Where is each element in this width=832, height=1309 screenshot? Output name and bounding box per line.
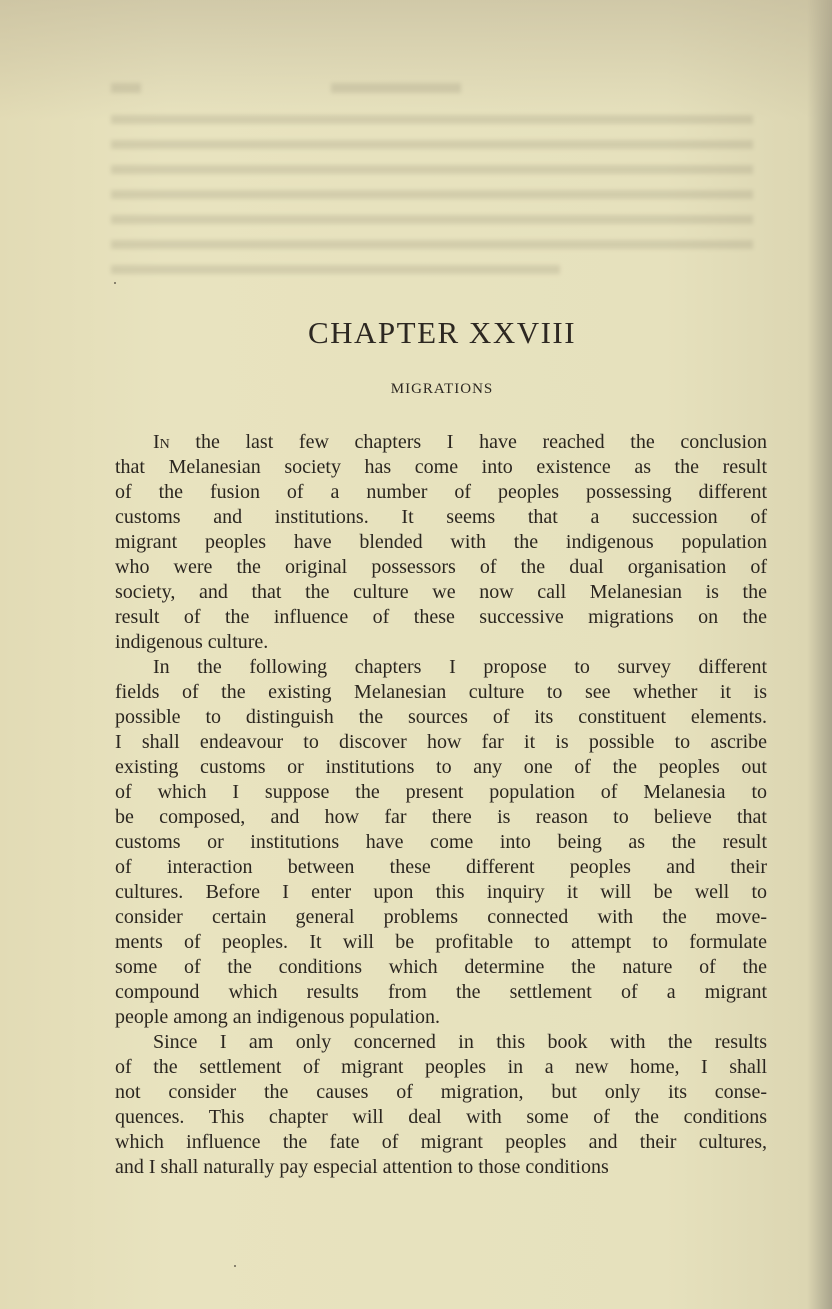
text-line: people among an indigenous population.	[115, 1006, 440, 1028]
text-line: which influence the fate of migrant peoples and their cultures,	[115, 1131, 767, 1153]
chapter-subtitle: MIGRATIONS	[390, 381, 494, 397]
paragraph	[115, 1030, 767, 1180]
text-line: result of the influence of these successive migrations on the	[115, 606, 767, 628]
text-line: ments of peoples. It will be profitable to attempt to formulate	[115, 931, 767, 953]
chapter-title: CHAPTER XXVIII	[307, 315, 577, 350]
text-line: and I shall naturally pay especial attention to those conditions	[115, 1156, 609, 1178]
speck	[114, 282, 116, 284]
text-line: of interaction between these different peoples and their	[115, 856, 767, 878]
text-line	[115, 430, 767, 455]
text-line: who were the original possessors of the dual organisation of	[115, 556, 767, 578]
paragraph	[115, 430, 767, 655]
text-line: consider certain general problems connected with the move-	[115, 906, 767, 928]
text-line: compound which results from the settlement of a migrant	[115, 981, 767, 1003]
text-line: that Melanesian society has come into existence as the result	[115, 456, 767, 478]
speck	[234, 1265, 236, 1267]
bleed-through-line	[111, 215, 753, 224]
paragraph-lead-word: In	[153, 431, 170, 453]
bleed-through-line	[111, 190, 753, 199]
text-line: of the fusion of a number of peoples possessing different	[115, 481, 767, 503]
text-line: possible to distinguish the sources of its constituent elements.	[115, 706, 767, 728]
text-line: existing customs or institutions to any one of the peoples out	[115, 756, 767, 778]
bleed-through-line	[111, 265, 560, 274]
text-line: I shall endeavour to discover how far it is possible to ascribe	[115, 731, 767, 753]
text-line-rest: the last few chapters I have reached the conclusion	[195, 431, 768, 453]
text-line: quences. This chapter will deal with some of the conditions	[115, 1106, 767, 1128]
text-line: migrant peoples have blended with the indigenous population	[115, 531, 767, 553]
text-line: In the following chapters I propose to survey different	[153, 656, 767, 678]
bleed-through-page-number	[111, 83, 141, 93]
body-text	[115, 430, 767, 1180]
text-line: of the settlement of migrant peoples in a new home, I shall	[115, 1056, 767, 1078]
bleed-through-line	[111, 115, 753, 124]
text-line: indigenous culture.	[115, 631, 269, 653]
text-line: society, and that the culture we now call Melanesian is the	[115, 581, 767, 603]
bleed-through-line	[111, 165, 753, 174]
bleed-through-text	[111, 115, 753, 290]
text-line: be composed, and how far there is reason to believe that	[115, 806, 767, 828]
text-line: cultures. Before I enter upon this inquiry it will be well to	[115, 881, 767, 903]
text-line: fields of the existing Melanesian culture to see whether it is	[115, 681, 767, 703]
text-line: Since I am only concerned in this book with the results	[153, 1031, 767, 1053]
text-line: some of the conditions which determine the nature of the	[115, 956, 767, 978]
bleed-through-line	[111, 140, 753, 149]
text-line: customs or institutions have come into being as the result	[115, 831, 767, 853]
bleed-through-line	[111, 240, 753, 249]
page-top-shading	[0, 0, 832, 120]
text-line: not consider the causes of migration, but only its conse-	[115, 1081, 767, 1103]
paragraph	[115, 655, 767, 1030]
bleed-through-running-head	[331, 83, 461, 93]
text-line: of which I suppose the present population of Melanesia to	[115, 781, 767, 803]
text-line: customs and institutions. It seems that a succession of	[115, 506, 767, 528]
